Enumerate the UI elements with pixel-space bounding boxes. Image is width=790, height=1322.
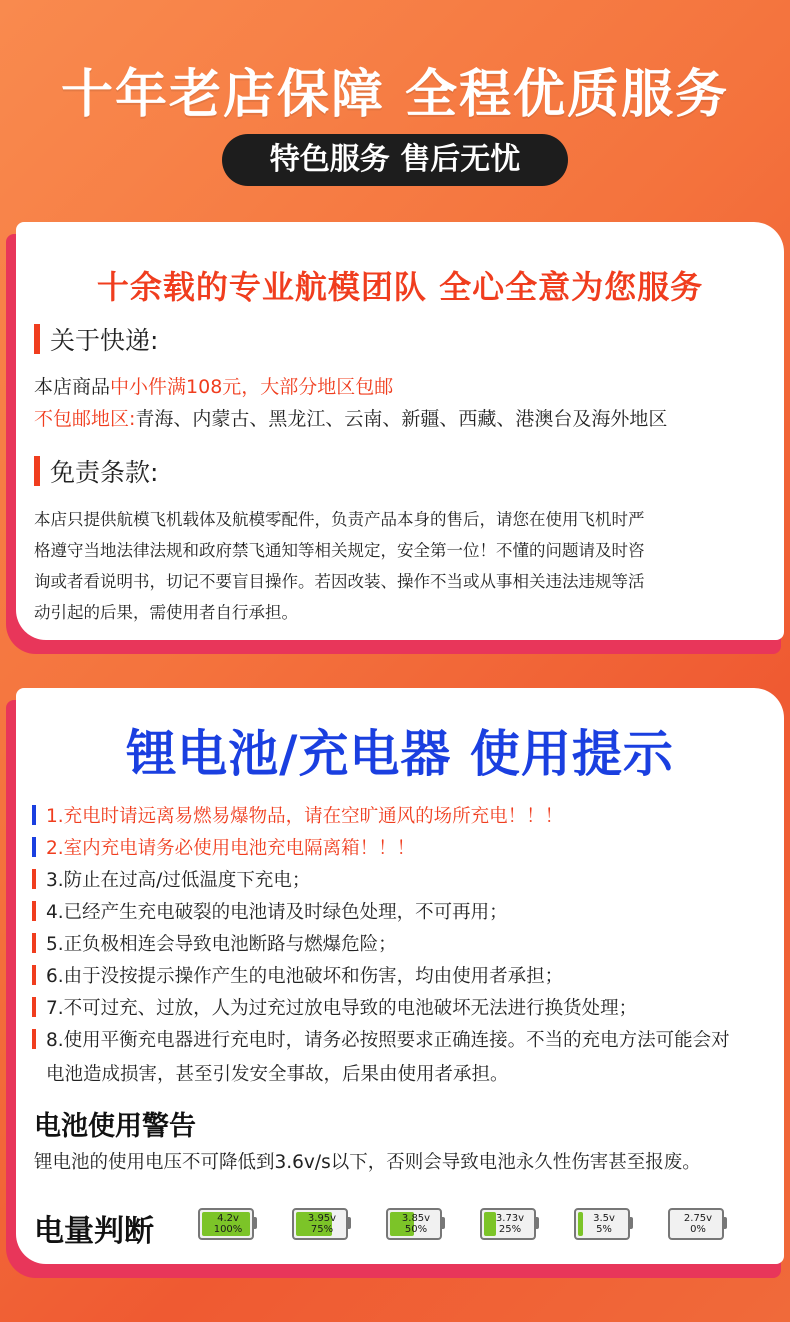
tip-bar (32, 997, 36, 1017)
tip-item (32, 960, 563, 990)
tip-bar (32, 901, 36, 921)
battery-icon (386, 1208, 444, 1238)
disclaimer-line: 询或者看说明书，切记不要盲目操作。若因改装、操作不当或从事相关违法违规等活 (34, 572, 645, 591)
disclaimer-heading (34, 454, 158, 488)
tip-text: 5.正负极相连会导致电池断路与燃爆危险； (46, 934, 397, 955)
battery-level-title: 电量判断 (34, 1214, 154, 1249)
tip-text: 2.室内充电请务必使用电池充电隔离箱！！！ (46, 838, 416, 859)
tip-text: 6.由于没按提示操作产生的电池破坏和伤害，均由使用者承担； (46, 966, 564, 987)
shipping-line-1 (34, 372, 393, 399)
tip-text: 4.已经产生充电破裂的电池请及时绿色处理，不可再用； (46, 902, 508, 923)
heading-bar (34, 456, 40, 486)
heading-bar (34, 324, 40, 354)
disclaimer-line: 格遵守当地法律法规和政府禁飞通知等相关规定，安全第一位！不懂的问题请及时咨 (34, 541, 645, 560)
battery-label: 3.5v 5% (593, 1213, 615, 1235)
tip-item (32, 864, 310, 894)
battery-warning-text: 锂电池的使用电压不可降低到3.6v/s以下，否则会导致电池永久性伤害甚至报废。 (34, 1152, 701, 1173)
shipping-line-2 (34, 404, 667, 431)
tip-bar (32, 837, 36, 857)
tip-item (32, 896, 508, 926)
excluded-regions: 青海、内蒙古、黑龙江、云南、新疆、西藏、港澳台及海外地区 (135, 408, 668, 430)
service-pill: 特色服务 售后无忧 (222, 134, 568, 186)
battery-label: 2.75v 0% (683, 1213, 713, 1235)
battery-tips-card (16, 688, 784, 1264)
disclaimer-heading-text: 免责条款: (50, 453, 158, 489)
tip-item (32, 928, 397, 958)
battery-icon (668, 1208, 726, 1238)
tip-bar (32, 933, 36, 953)
tip-bar (32, 1029, 36, 1049)
tip-text: 3.防止在过高/过低温度下充电； (46, 870, 311, 891)
disclaimer-line: 动引起的后果，需使用者自行承担。 (34, 603, 298, 622)
free-shipping-highlight: 中小件满108元，大部分地区包邮 (110, 376, 394, 398)
battery-icon (574, 1208, 632, 1238)
tip-bar (32, 805, 36, 825)
battery-icon (292, 1208, 350, 1238)
excluded-regions-label: 不包邮地区: (34, 408, 136, 430)
tip-bar (32, 965, 36, 985)
tip-text: 1.充电时请远离易燃易爆物品，请在空旷通风的场所充电！！！ (46, 806, 564, 827)
battery-label: 3.95v 75% (307, 1213, 337, 1235)
headline: 十年老店保障 全程优质服务 (60, 65, 730, 125)
shipping-prefix: 本店商品 (34, 376, 111, 398)
tip-item (32, 832, 415, 862)
battery-warning-title: 电池使用警告 (34, 1111, 196, 1142)
tip-text: 7.不可过充、过放，人为过充过放电导致的电池破坏无法进行换货处理； (46, 998, 638, 1019)
tip-8-continuation: 电池造成损害，甚至引发安全事故，后果由使用者承担。 (46, 1064, 509, 1085)
battery-label: 3.73v 25% (495, 1213, 525, 1235)
shipping-heading-text: 关于快递: (50, 321, 158, 357)
battery-icon (480, 1208, 538, 1238)
tip-bar (32, 869, 36, 889)
tip-item (32, 1024, 730, 1054)
tip-item (32, 800, 563, 830)
disclaimer-text (34, 504, 774, 628)
battery-label: 4.2v 100% (213, 1213, 243, 1235)
battery-icon (198, 1208, 256, 1238)
tip-item (32, 992, 637, 1022)
tip-text: 8.使用平衡充电器进行充电时，请务必按照要求正确连接。不当的充电方法可能会对 (46, 1030, 730, 1051)
disclaimer-line: 本店只提供航模飞机载体及航模零配件，负责产品本身的售后，请您在使用飞机时严 (34, 510, 645, 529)
shop-info-card (16, 222, 784, 640)
battery-label: 3.85v 50% (401, 1213, 431, 1235)
shipping-heading (34, 322, 158, 356)
battery-tips-title: 锂电池/充电器 使用提示 (126, 725, 674, 783)
team-title: 十余载的专业航模团队 全心全意为您服务 (96, 268, 704, 306)
